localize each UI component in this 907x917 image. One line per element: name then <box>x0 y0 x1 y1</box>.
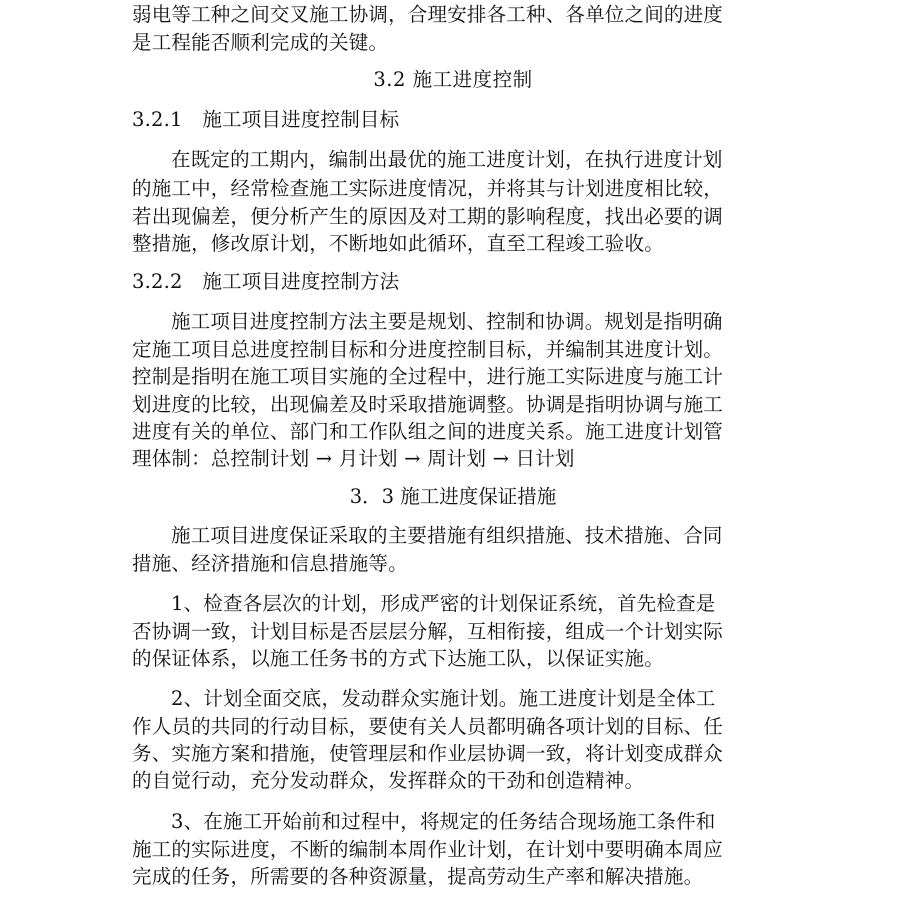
paragraph-line: 若出现偏差，便分析产生的原因及对工期的影响程度，找出必要的调 <box>132 205 724 228</box>
section-heading-3-2: 3.2 施工进度控制 <box>373 68 533 91</box>
intro-line: 弱电等工种之间交叉施工协调，合理安排各工种、各单位之间的进度 <box>132 3 724 26</box>
list-item-3-line: 施工的实际进度，不断的编制本周作业计划，在计划中要明确本周应 <box>132 838 724 861</box>
paragraph-line: 划进度的比较，出现偏差及时采取措施调整。协调是指明协调与施工 <box>132 393 724 416</box>
paragraph-line: 施工项目进度控制方法主要是规划、控制和协调。规划是指明确 <box>171 310 723 333</box>
list-item-1-line: 否协调一致，计划目标是否层层分解，互相衔接，组成一个计划实际 <box>132 620 724 643</box>
list-item-2-line: 的自觉行动，充分发动群众，发挥群众的干劲和创造精神。 <box>132 769 645 792</box>
paragraph-line: 整措施，修改原计划，不断地如此循环，直至工程竣工验收。 <box>132 232 664 255</box>
paragraph-line: 施工项目进度保证采取的主要措施有组织措施、技术措施、合同 <box>171 524 723 547</box>
paragraph-line: 的施工中，经常检查施工实际进度情况，并将其与计划进度相比较， <box>132 177 724 200</box>
list-item-3-line: 3、在施工开始前和过程中，将规定的任务结合现场施工条件和 <box>171 810 716 833</box>
subsection-heading-3-2-1: 3.2.1 施工项目进度控制目标 <box>132 108 400 131</box>
list-item-1-line: 的保证体系，以施工任务书的方式下达施工队，以保证实施。 <box>132 647 664 670</box>
list-item-3-line: 完成的任务，所需要的各种资源量，提高劳动生产率和解决措施。 <box>132 865 704 888</box>
list-item-2-line: 2、计划全面交底，发动群众实施计划。施工进度计划是全体工 <box>171 687 716 710</box>
paragraph-line: 在既定的工期内，编制出最优的施工进度计划，在执行进度计划 <box>171 148 723 171</box>
list-item-2-line: 作人员的共同的行动目标，要使有关人员都明确各项计划的目标、任 <box>132 715 724 738</box>
list-item-2-line: 务、实施方案和措施，使管理层和作业层协调一致，将计划变成群众 <box>132 742 724 765</box>
paragraph-line: 理体制：总控制计划 → 月计划 → 周计划 → 日计划 <box>132 447 575 470</box>
list-item-1-line: 1、检查各层次的计划，形成严密的计划保证系统，首先检查是 <box>171 592 716 615</box>
paragraph-line: 定施工项目总进度控制目标和分进度控制目标，并编制其进度计划。 <box>132 338 724 361</box>
subsection-heading-3-2-2: 3.2.2 施工项目进度控制方法 <box>132 270 400 293</box>
section-heading-3-3: 3．3 施工进度保证措施 <box>349 485 557 508</box>
paragraph-line: 措施、经济措施和信息措施等。 <box>132 552 408 575</box>
paragraph-line: 进度有关的单位、部门和工作队组之间的进度关系。施工进度计划管 <box>132 420 724 443</box>
intro-line: 是工程能否顺利完成的关键。 <box>132 31 389 54</box>
paragraph-line: 控制是指明在施工项目实施的全过程中，进行施工实际进度与施工计 <box>132 365 724 388</box>
